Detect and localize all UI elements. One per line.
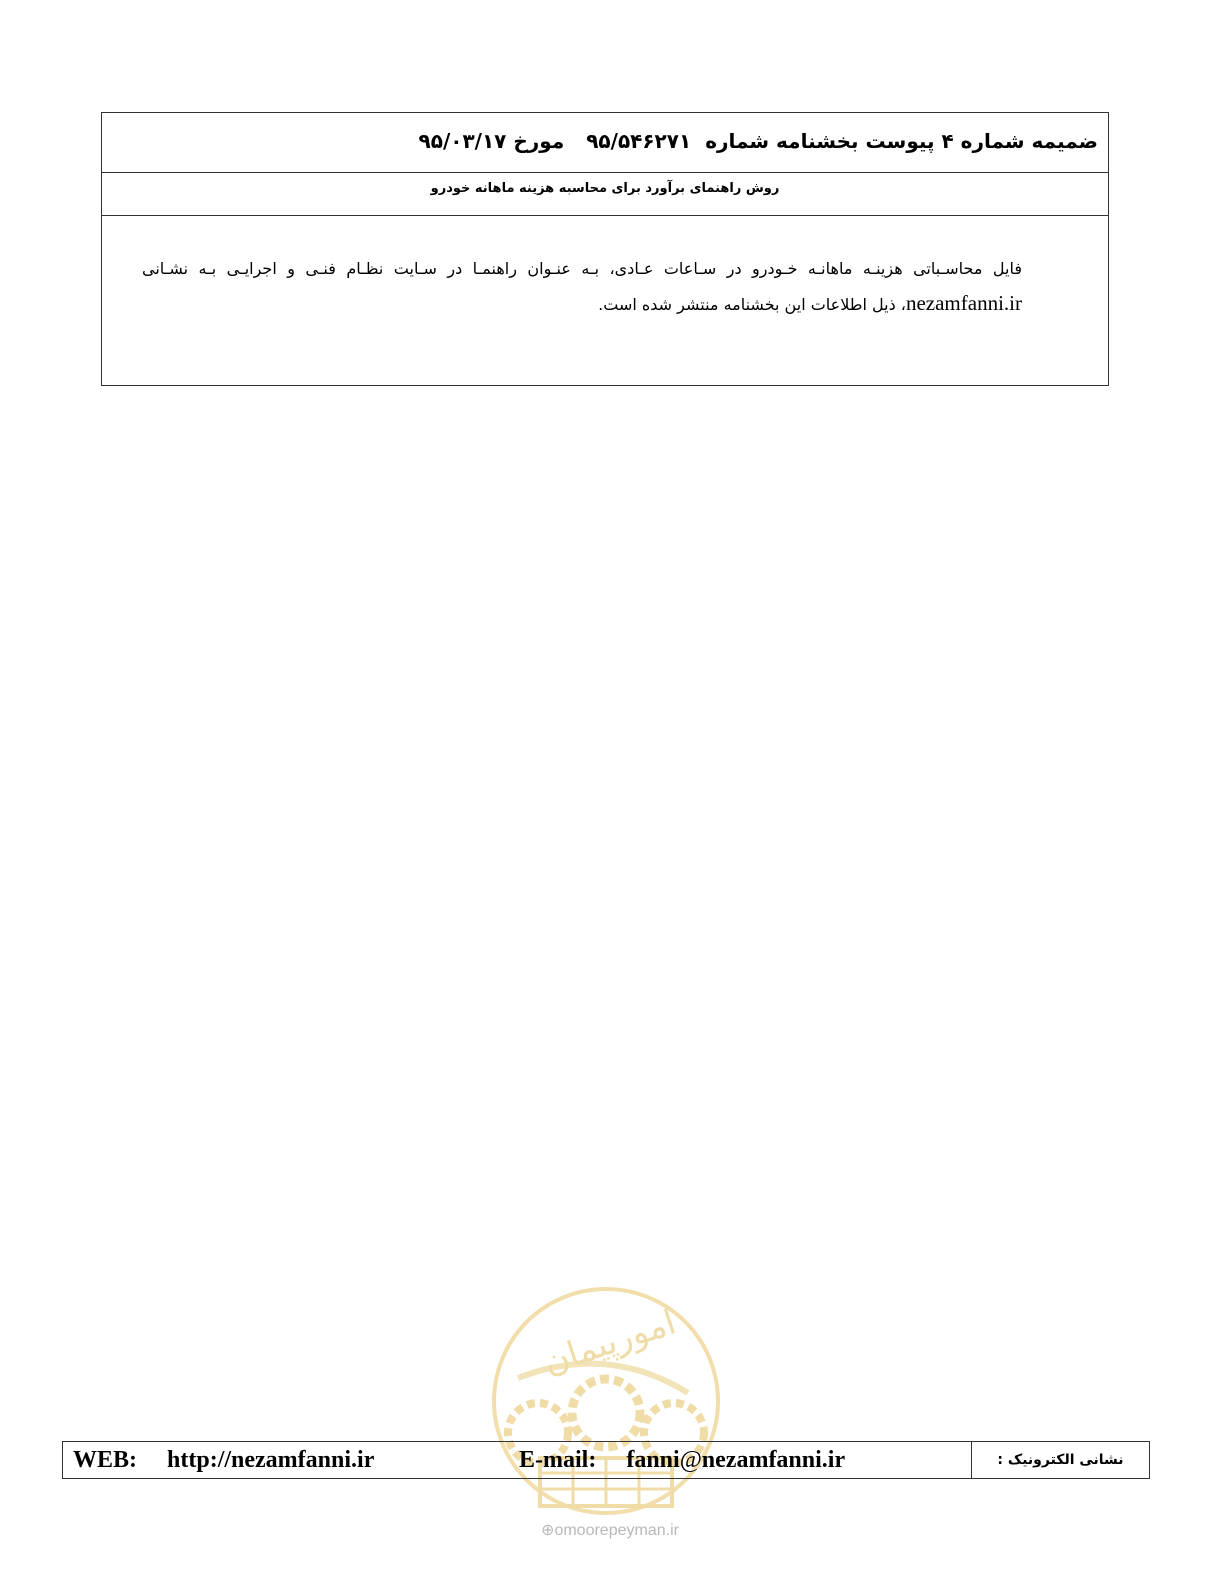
watermark-site <box>500 1520 720 1540</box>
annex-subtitle: روش راهنمای برآورد برای محاسبه هزینه ماهانه خودرو <box>102 173 1108 216</box>
globe-icon: ⊕ <box>541 1522 555 1539</box>
circular-number: ۹۵/۵۴۶۲۷۱ <box>586 129 692 153</box>
web-label: WEB: <box>73 1446 138 1473</box>
address-label: نشانی الکترونیک : <box>971 1442 1149 1478</box>
footer-email <box>493 1447 971 1474</box>
annex-body-text <box>102 216 1108 322</box>
annex-box <box>101 112 1109 386</box>
watermark-site-text: omoorepeyman.ir <box>554 1522 679 1539</box>
date-label: مورخ <box>513 129 565 153</box>
annex-title <box>102 113 1108 173</box>
circular-date: ۹۵/۰۳/۱۷ <box>418 129 507 153</box>
contact-footer <box>62 1441 1150 1479</box>
omoorepeyman-watermark-logo <box>488 1283 724 1519</box>
email-link[interactable] <box>626 1447 845 1473</box>
watermark-logo-text: امورپیمان <box>538 1302 681 1383</box>
footer-web <box>63 1447 493 1474</box>
body-text-after: ، ذیل اطلاعات این بخشنامه منتشر شده است. <box>598 295 906 314</box>
web-link[interactable]: http://nezamfanni.ir <box>167 1446 375 1473</box>
email-label: E-mail: <box>519 1446 597 1473</box>
email-at: @ <box>679 1446 702 1473</box>
body-text-before: فایل محاسـباتی هزینـه ماهانـه خـودرو در سـاعات عـادی، بـه عنـوان راهنمـا در سـایت نظـام فنـی و اجرایـی بـه نشـانی <box>142 259 1022 278</box>
email-user: fanni <box>626 1446 680 1473</box>
title-main: ضمیمه شماره ۴ پیوست بخشنامه شماره <box>705 129 1098 153</box>
email-domain: nezamfanni.ir <box>701 1446 846 1473</box>
body-url: nezamfanni.ir <box>905 291 1022 315</box>
